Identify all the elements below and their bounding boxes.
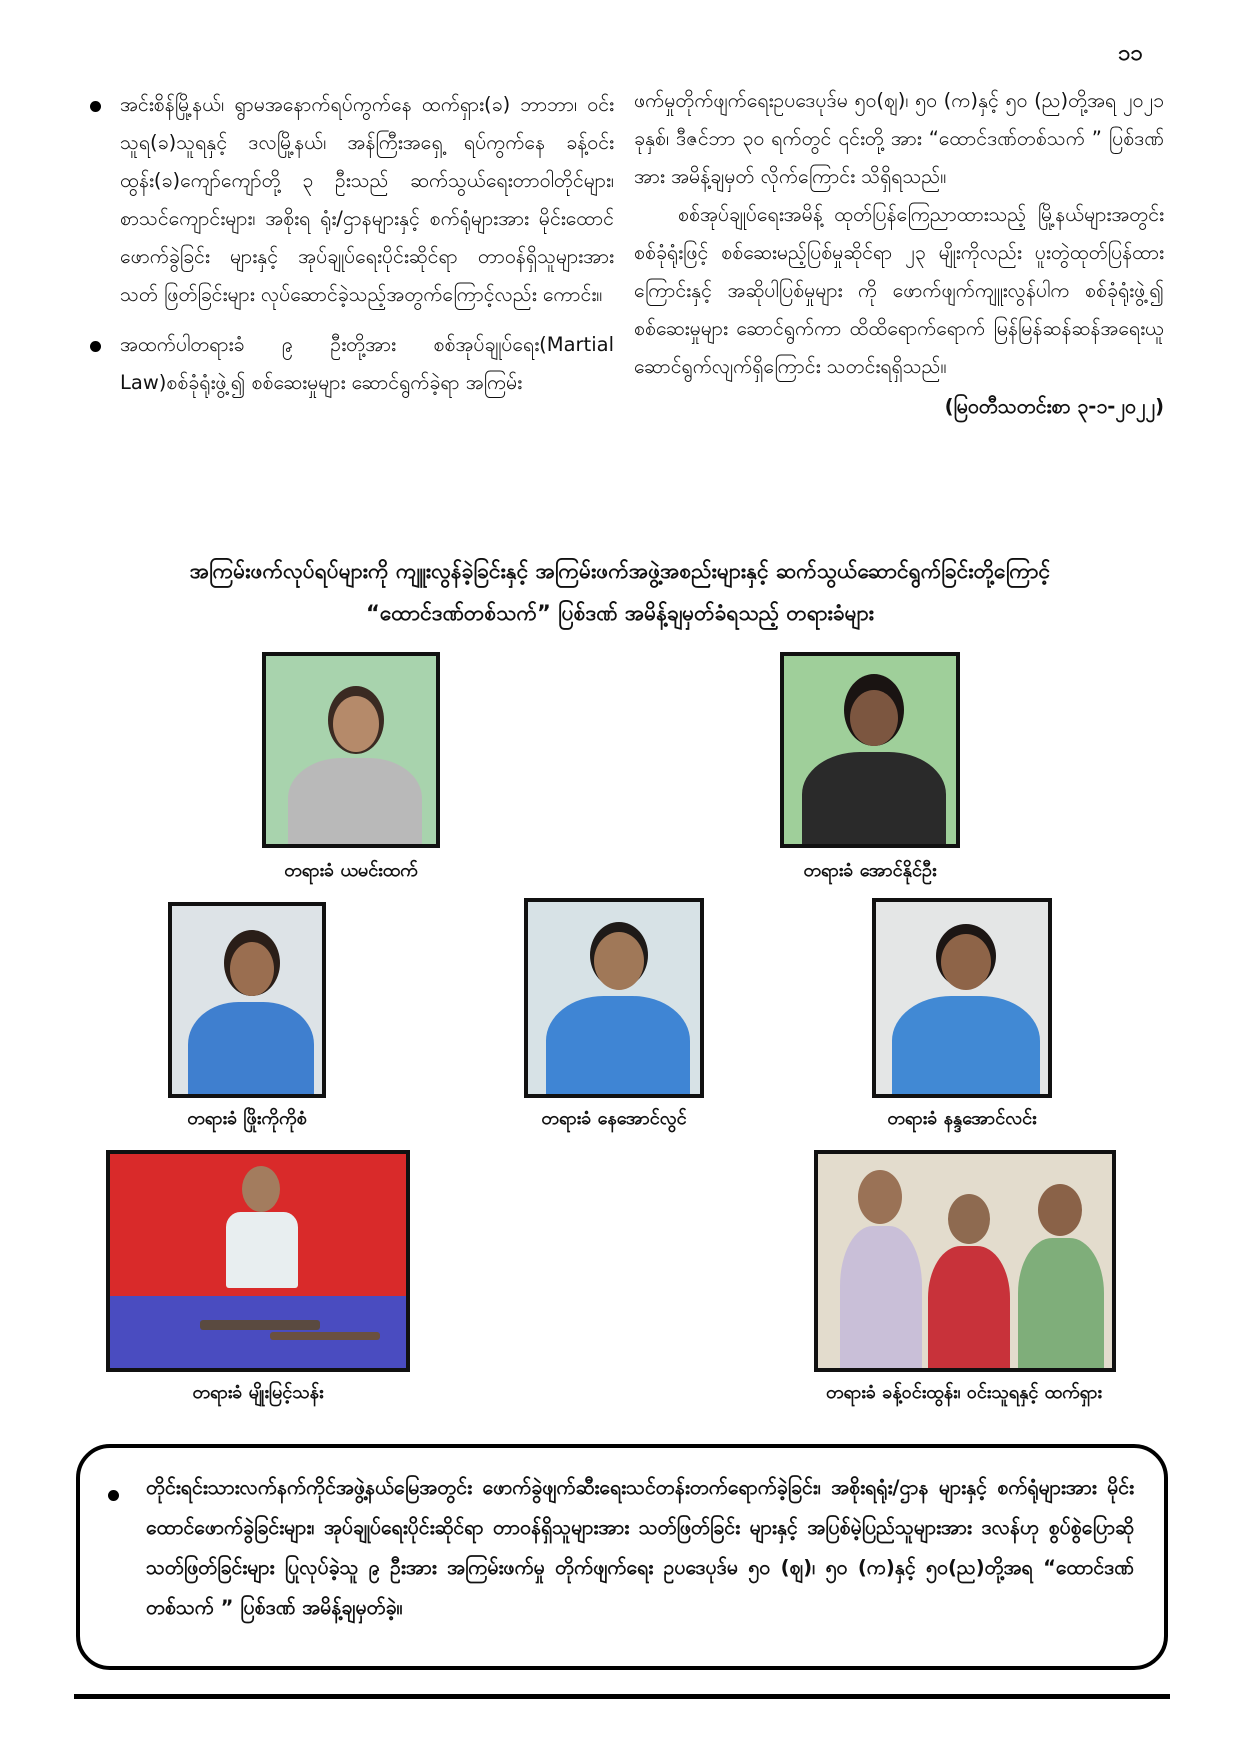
- shirt: [802, 752, 946, 848]
- weapon-icon: [200, 1320, 320, 1330]
- article-paragraph: စစ်အုပ်ချုပ်ရေးအမိန့် ထုတ်ပြန်ကြေညာထားသည့် မြို့နယ်များအတွင်း စစ်ခုံရုံးဖြင့် စစ်ဆေးမည့်ပြစ်မှုဆိုင်ရာ ၂၃ မျိုးကိုလည်း ပူးတွဲထုတ်ပြန်ထားကြောင်းနှင့် အဆိုပါပြစ်မှုများ ကို ဖောက်ဖျက်ကျူးလွန်ပါက စစ်ခုံရုံးဖွဲ့၍ စစ်ဆေးမှုများ ဆောင်ရွက်ကာ ထိထိရောက်ရောက် မြန်မြန်ဆန်ဆန်အရေးယူ ဆောင်ရွက်လျက်ရှိကြောင်း သတင်းရရှိသည်။: [634, 203, 1164, 378]
- summary-notice-text: တိုင်းရင်းသားလက်နက်ကိုင်အဖွဲ့နယ်မြေအတွင်း ဖောက်ခွဲဖျက်ဆီးရေးသင်တန်းတက်ရောက်ခဲ့ခြင်း၊ အစိုးရရုံး/ဌာန များနှင့် စက်ရုံများအား မိုင်းထောင်ဖောက်ခွဲခြင်းများ၊ အုပ်ချုပ်ရေးပိုင်းဆိုင်ရာ တာဝန်ရှိသူများအား သတ်ဖြတ်ခြင်း များနှင့် အပြစ်မဲ့ပြည်သူများအား ဒလန်ဟု စွပ်စွဲပြောဆိုသတ်ဖြတ်ခြင်းများ ပြုလုပ်ခဲ့သူ ၉ ဦးအား အကြမ်းဖက်မှု တိုက်ဖျက်ရေး ဥပဒေပုဒ်မ ၅၀ (ဈ)၊ ၅၀ (က)နှင့် ၅၀(ည)တို့အရ “ထောင်ဒဏ်တစ်သက် ” ပြစ်ဒဏ် အမိန့်ချမှတ်ခဲ့။: [146, 1476, 1134, 1619]
- shirt: [188, 1002, 314, 1098]
- photo-caption: တရားခံ ဖြိုးကိုကိုစံ: [187, 1108, 307, 1129]
- section-heading-line: “ထောင်ဒဏ်တစ်သက်” ပြစ်ဒဏ် အမိန့်ချမှတ်ခံရသည့် တရားခံများ: [366, 601, 874, 625]
- photo-caption: တရားခံ ခန့်ဝင်းထွန်း၊ ဝင်းသူရနှင့် ထက်ရှား: [825, 1382, 1102, 1403]
- defendant-photo: [262, 652, 440, 848]
- list-item: [86, 326, 614, 402]
- shirt: [892, 996, 1040, 1098]
- bullet-icon: [108, 1490, 119, 1501]
- left-column: [86, 86, 614, 414]
- defendant-photo: [524, 898, 704, 1098]
- list-item-text: အထက်ပါတရားခံ ၉ ဦးတို့အား စစ်အုပ်ချုပ်ရေး(Martial Law)စစ်ခုံရုံးဖွဲ့၍ စစ်ဆေးမှုများ ဆောင်ရွက်ခဲ့ရာ အကြမ်း: [120, 333, 614, 394]
- shirt: [840, 1226, 922, 1372]
- defendant-photo: [814, 1150, 1116, 1372]
- shirt: [226, 1212, 298, 1288]
- list-item: [86, 86, 614, 314]
- defendant-photo: [780, 652, 960, 848]
- defendant-photo: [168, 902, 326, 1098]
- right-column: [634, 82, 1164, 426]
- photo-caption: တရားခံ ယမင်းထက်: [284, 860, 418, 881]
- list-item-text: အင်းစိန်မြို့နယ်၊ ရွာမအနောက်ရပ်ကွက်နေ ထက်ရှား(ခ) ဘာဘာ၊ ဝင်းသူရ(ခ)သူရနှင့် ဒလမြို့နယ်၊ အန်ကြီးအရှေ့ ရပ်ကွက်နေ ခန့်ဝင်းထွန်း(ခ)ကျော်ကျော်တို့ ၃ ဦးသည် ဆက်သွယ်ရေးတာဝါတိုင်များ၊ စာသင်ကျောင်းများ၊ အစိုးရ ရုံး/ဌာနများနှင့် စက်ရုံများအား မိုင်းထောင်ဖောက်ခွဲခြင်း များနှင့် အုပ်ချုပ်ရေးပိုင်းဆိုင်ရာ တာဝန်ရှိသူများအား သတ် ဖြတ်ခြင်းများ လုပ်ဆောင်ခဲ့သည့်အတွက်ကြောင့်လည်း ကောင်း။: [120, 93, 614, 306]
- section-heading: [60, 550, 1180, 634]
- photo-caption: တရားခံ အောင်နိုင်ဦး: [803, 860, 937, 881]
- bottom-divider: [74, 1694, 1170, 1699]
- photo-caption: တရားခံ မျိုးမြင့်သန်း: [192, 1382, 324, 1403]
- summary-notice: [76, 1444, 1168, 1670]
- shirt: [288, 758, 422, 848]
- weapon-icon: [270, 1332, 380, 1340]
- source-citation: (မြဝတီသတင်းစာ ၃-၁-၂၀၂၂): [944, 395, 1164, 418]
- page-number: ၁၁: [1118, 41, 1143, 66]
- photo-caption: တရားခံ နေအောင်လွင်: [541, 1108, 687, 1129]
- shirt-green: [1018, 1238, 1104, 1372]
- defendant-photo: [106, 1150, 410, 1372]
- shirt-red: [928, 1246, 1010, 1372]
- article-paragraph: ဖက်မှုတိုက်ဖျက်ရေးဥပဒေပုဒ်မ ၅၀(ဈ)၊ ၅၀ (က)နှင့် ၅၀ (ည)တို့အရ ၂၀၂၁ ခုနှစ်၊ ဒီဇင်ဘာ ၃၀ ရက်တွင် ၎င်းတို့ အား “ထောင်ဒဏ်တစ်သက် ” ပြစ်ဒဏ်အား အမိန့်ချမှတ် လိုက်ကြောင်း သိရှိရသည်။: [634, 89, 1164, 188]
- photo-caption: တရားခံ နန္ဒအောင်လင်း: [887, 1108, 1037, 1129]
- defendant-photo: [872, 898, 1052, 1098]
- bullet-icon: [90, 101, 101, 112]
- bullet-icon: [90, 341, 101, 352]
- section-heading-line: အကြမ်းဖက်လုပ်ရပ်များကို ကျူးလွန်ခဲ့ခြင်းနှင့် အကြမ်းဖက်အဖွဲ့အစည်းများနှင့် ဆက်သွယ်ဆောင်ရွက်ခြင်းတို့ကြောင့်: [189, 559, 1051, 583]
- shirt: [546, 996, 690, 1098]
